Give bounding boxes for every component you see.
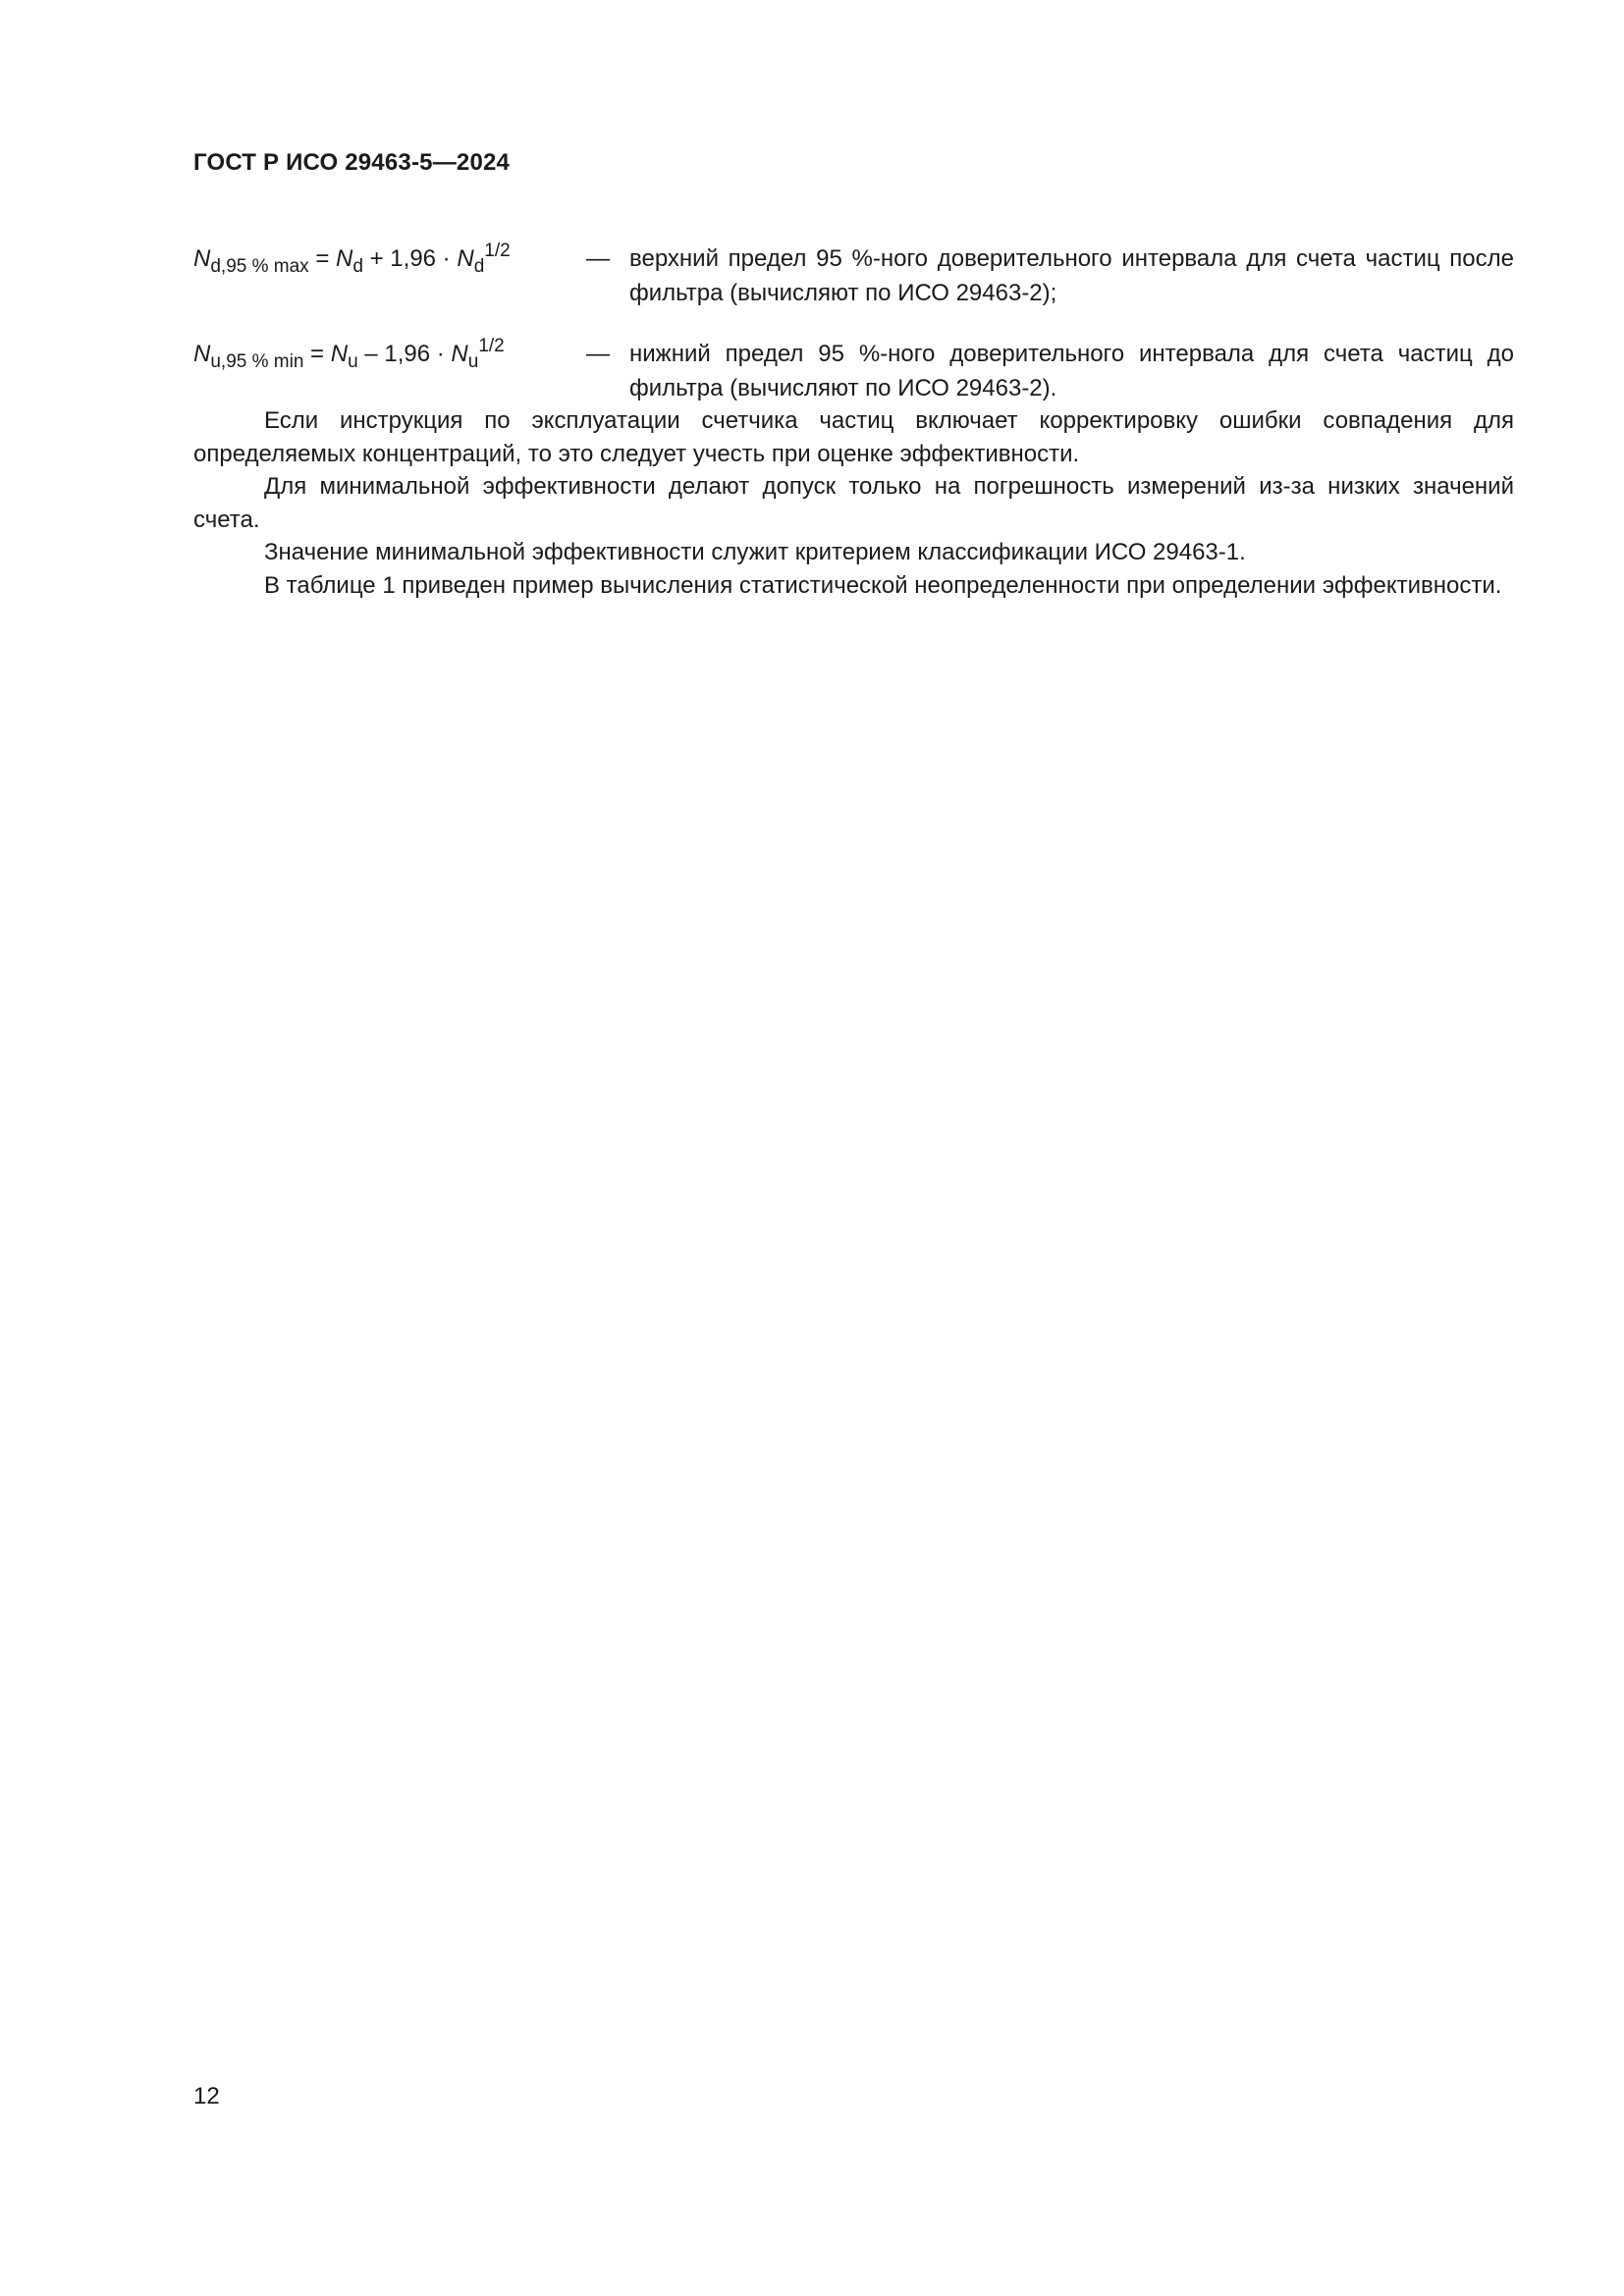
- formula-variable-2-subscript: d: [473, 256, 485, 277]
- formula-subscript: d,95 % max: [210, 256, 309, 277]
- formula-variable-subscript: u: [348, 351, 358, 372]
- formula-subscript: u,95 % min: [210, 351, 304, 372]
- paragraph-minimum-efficiency-tolerance: Для минимальной эффективности делают допуск только на погрешность измерений из-за низких значений счета.: [193, 473, 1514, 533]
- document-header: ГОСТ Р ИСО 29463-5—2024: [193, 149, 511, 176]
- formula-symbol: N: [193, 341, 211, 367]
- body-text: [193, 404, 1514, 602]
- formula-operator: + 1,96 ·: [362, 245, 458, 272]
- formula-power: 1/2: [484, 240, 511, 261]
- formula-description: нижний предел 95 %-ного доверительного интервала для счета частиц до фильтра (вычисляют по ИСО 29463-2).: [629, 341, 1514, 401]
- formula-variable-2-subscript: u: [467, 351, 479, 372]
- formula-dash: —: [586, 341, 610, 367]
- paragraph-classification-criterion: Значение минимальной эффективности служит критерием классификации ИСО 29463-1.: [264, 539, 1246, 565]
- formula-definition-lower: [193, 337, 1514, 405]
- formula-definition-upper: [193, 241, 1514, 310]
- paragraph-coincidence-correction: Если инструкция по эксплуатации счетчика частиц включает корректировку ошибки совпадения для определяемых концентраций, то это следует учесть при оценке эффективности.: [193, 407, 1514, 467]
- formula-variable-2: N: [457, 245, 474, 272]
- formula-equals: =: [303, 341, 331, 367]
- page-number: 12: [193, 2083, 220, 2109]
- formula-symbol: N: [193, 245, 211, 272]
- paragraph-table-reference: В таблице 1 приведен пример вычисления статистической неопределенности при определении эффективности.: [264, 571, 1502, 599]
- formula-operator: – 1,96 ·: [357, 341, 452, 367]
- formula-dash: —: [586, 245, 610, 272]
- formula-description: верхний предел 95 %-ного доверительного интервала для счета частиц после фильтра (вычисляют по ИСО 29463-2);: [629, 245, 1514, 306]
- formula-expression: [193, 241, 586, 310]
- formula-variable-2: N: [451, 341, 468, 367]
- formula-equals: =: [308, 245, 337, 272]
- formula-expression: [193, 337, 586, 405]
- formula-variable: N: [330, 341, 349, 367]
- formula-power: 1/2: [478, 336, 505, 356]
- formula-variable-subscript: d: [352, 256, 363, 277]
- formula-variable: N: [336, 245, 353, 272]
